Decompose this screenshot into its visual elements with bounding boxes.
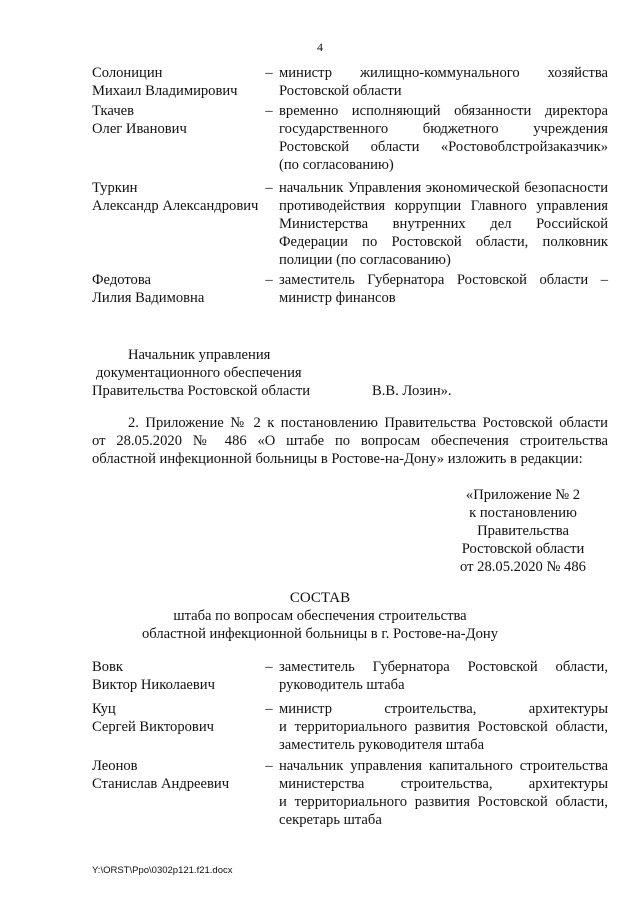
footer-file-path: Y:\ORST\Ppo\0302p121.f21.docx xyxy=(92,865,233,876)
appendix-line: Правительства xyxy=(477,523,569,539)
appendix-line: Ростовской области xyxy=(461,541,585,557)
member-surname: Леонов xyxy=(92,758,138,774)
member-position xyxy=(279,658,608,694)
paragraph-line: 2. Приложение № 2 к постановлению Правительства Ростовской области xyxy=(128,415,608,431)
position-line: государственного бюджетного учреждения xyxy=(279,121,608,137)
position-line: руководитель штаба xyxy=(279,677,405,693)
appendix-line: «Приложение № 2 xyxy=(465,487,581,503)
position-line: и территориального развития Ростовской области, xyxy=(279,719,608,735)
position-line: секретарь штаба xyxy=(279,812,382,828)
member-dash: – xyxy=(265,65,273,81)
position-line: Министерства внутренних дел Российской xyxy=(279,216,608,232)
sostav-subtitle xyxy=(0,607,640,643)
member-surname: Туркин xyxy=(92,180,138,196)
position-line: Федерации по Ростовской области, полковник xyxy=(279,234,608,250)
member-name xyxy=(92,102,262,138)
member-surname: Ткачев xyxy=(92,103,135,119)
member-given-name: Александр Александрович xyxy=(92,198,259,214)
appendix-line: к постановлению xyxy=(469,505,577,521)
member-dash: – xyxy=(265,180,273,196)
member-surname: Куц xyxy=(92,701,116,717)
page-number: 4 xyxy=(317,40,323,54)
position-line: (по согласованию) xyxy=(279,157,394,173)
signature-title-line: Правительства Ростовской области xyxy=(92,383,311,399)
member-given-name: Михаил Владимирович xyxy=(92,83,238,99)
member-dash: – xyxy=(265,103,273,119)
sostav-subtitle-line: штаба по вопросам обеспечения строительства xyxy=(173,608,467,624)
appendix-line: от 28.05.2020 № 486 xyxy=(460,559,586,575)
member-dash: – xyxy=(265,758,273,774)
signature-title xyxy=(92,346,342,400)
member-position xyxy=(279,757,608,829)
signature-title-line: Начальник управления xyxy=(128,347,271,363)
member-given-name: Виктор Николаевич xyxy=(92,677,215,693)
member-position xyxy=(279,271,608,307)
member-position xyxy=(279,102,608,174)
sostav-subtitle-line: областной инфекционной больницы в г. Ростове-на-Дону xyxy=(141,626,499,642)
appendix-header xyxy=(443,486,603,576)
member-position xyxy=(279,700,608,754)
member-name xyxy=(92,271,262,307)
member-name xyxy=(92,757,262,793)
position-line: полиции (по согласованию) xyxy=(279,252,451,268)
member-name xyxy=(92,700,262,736)
member-given-name: Лилия Вадимовна xyxy=(92,290,205,306)
position-line: министерства строительства, архитектуры xyxy=(279,776,608,792)
position-line: министр жилищно-коммунального хозяйства xyxy=(279,65,608,81)
position-line: заместитель Губернатора Ростовской области, xyxy=(279,659,608,675)
position-line: заместитель Губернатора Ростовской области – xyxy=(279,272,608,288)
member-surname: Вовк xyxy=(92,659,124,675)
amendment-paragraph xyxy=(92,414,608,468)
position-line: Ростовской области «Ростовоблстройзаказчик» xyxy=(279,139,608,155)
position-line: временно исполняющий обязанности директора xyxy=(279,103,608,119)
member-dash: – xyxy=(265,659,273,675)
signature-name: В.В. Лозин». xyxy=(372,383,452,399)
position-line: министр строительства, архитектуры xyxy=(279,701,608,717)
position-line: начальник Управления экономической безопасности xyxy=(279,180,608,196)
member-position xyxy=(279,64,608,100)
paragraph-line: от 28.05.2020 № 486 «О штабе по вопросам обеспечения строительства xyxy=(92,433,608,449)
paragraph-line: областной инфекционной больницы в Ростове-на-Дону» изложить в редакции: xyxy=(92,451,583,467)
member-given-name: Сергей Викторович xyxy=(92,719,214,735)
member-dash: – xyxy=(265,272,273,288)
member-dash: – xyxy=(265,701,273,717)
sostav-title: СОСТАВ xyxy=(289,590,351,606)
member-given-name: Олег Иванович xyxy=(92,121,187,137)
position-line: министр финансов xyxy=(279,290,396,306)
signature-title-line: документационного обеспечения xyxy=(96,365,302,381)
member-name xyxy=(92,179,262,215)
position-line: заместитель руководителя штаба xyxy=(279,737,485,753)
position-line: противодействия коррупции Главного управления xyxy=(279,198,608,214)
member-name xyxy=(92,64,262,100)
member-position xyxy=(279,179,608,269)
member-surname: Солоницин xyxy=(92,65,163,81)
member-given-name: Станислав Андреевич xyxy=(92,776,230,792)
position-line: Ростовской области xyxy=(279,83,402,99)
position-line: начальник управления капитального строительства xyxy=(279,758,608,774)
position-line: и территориального развития Ростовской области, xyxy=(279,794,608,810)
member-name xyxy=(92,658,262,694)
member-surname: Федотова xyxy=(92,272,152,288)
